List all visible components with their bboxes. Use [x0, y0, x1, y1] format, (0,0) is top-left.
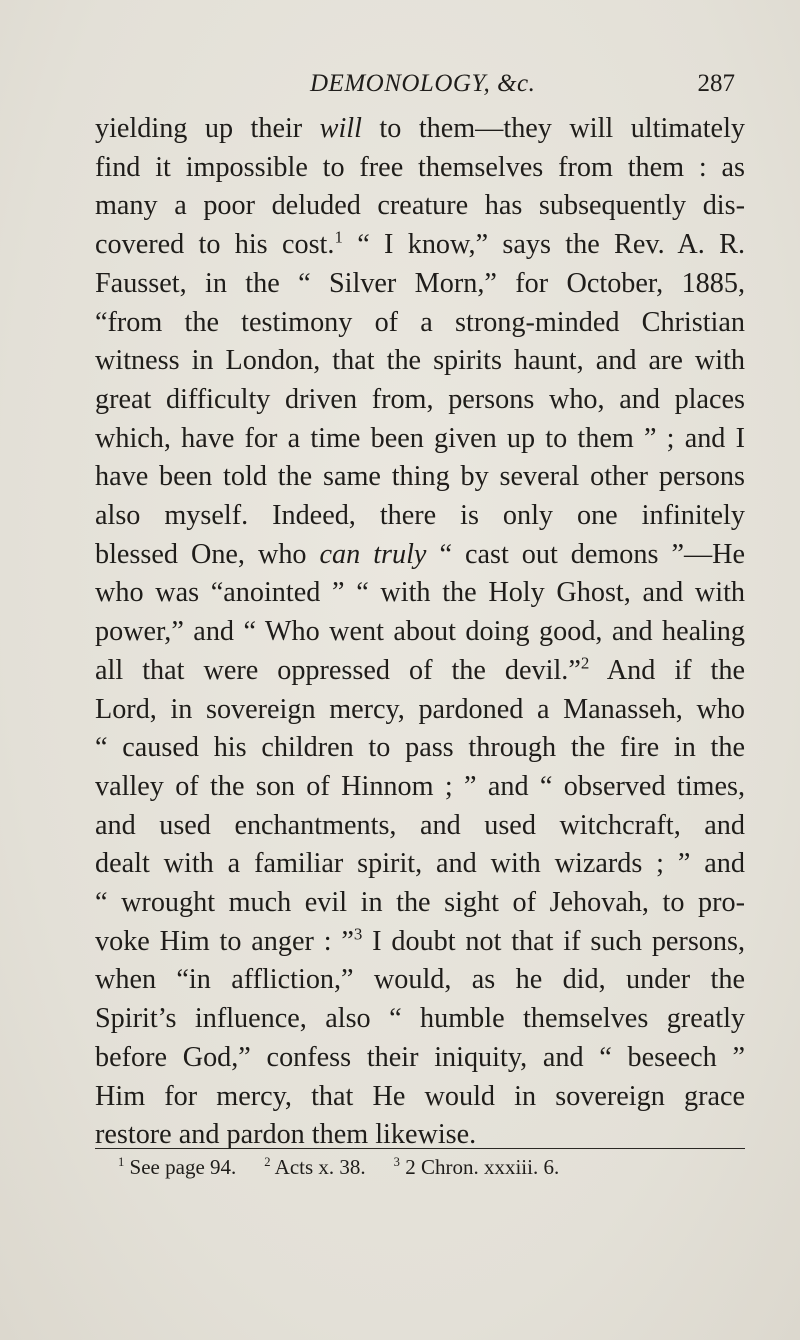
text-run: who was “anointed ” “ with the Holy Ghost, and with: [95, 577, 745, 609]
running-head-title: [310, 70, 535, 98]
text-run: all that were oppressed of the devil.”: [95, 654, 581, 686]
emphasis-text: can truly: [319, 538, 427, 570]
footnote-number: 3: [393, 1155, 400, 1169]
text-line: [95, 497, 745, 536]
text-run: And if the: [589, 654, 745, 686]
footnote-text: 2 Chron. xxxiii. 6.: [399, 1155, 560, 1179]
text-run: Lord, in sovereign mercy, pardoned a Manasseh, who: [95, 693, 745, 725]
text-run: before God,” confess their iniquity, and “ beseech ”: [95, 1041, 745, 1073]
text-line: [95, 110, 745, 149]
text-run: Fausset, in the “ Silver Morn,” for October, 1885,: [95, 267, 745, 299]
text-run: great difficulty driven from, persons who, and places: [95, 383, 745, 415]
running-head-title-main: DEMONOLOGY,: [310, 70, 491, 97]
text-run: have been told the same thing by several other persons: [95, 461, 745, 493]
footnote-rule: [95, 1148, 745, 1149]
footnote-text: Acts x. 38.: [270, 1155, 366, 1179]
footnote: [264, 1152, 365, 1182]
text-run: covered to his cost.: [95, 229, 335, 261]
text-run: power,” and “ Who went about doing good, and healing: [95, 616, 745, 648]
text-line: [95, 1000, 745, 1039]
footnote-marker: 1: [334, 227, 343, 247]
text-run: and used enchantments, and used witchcraft, and: [95, 809, 745, 841]
text-run: witness in London, that the spirits haunt, and are with: [95, 345, 745, 377]
text-line: [95, 187, 745, 226]
footnote-text: See page 94.: [124, 1155, 237, 1179]
text-line: [95, 1116, 745, 1155]
text-run: “from the testimony of a strong-minded Christian: [95, 306, 745, 338]
footnote-number: 1: [118, 1155, 125, 1169]
text-run: blessed One, who: [95, 538, 320, 570]
page-number: 287: [697, 70, 735, 97]
running-head: [95, 70, 735, 104]
text-line: [95, 265, 745, 304]
text-run: I doubt not that if such persons,: [362, 925, 745, 957]
text-line: [95, 1039, 745, 1078]
text-line: [95, 458, 745, 497]
text-run: “ I know,” says the Rev. A. R.: [342, 229, 745, 261]
footnote-number: 2: [264, 1155, 271, 1169]
text-line: [95, 845, 745, 884]
text-run: to them—they will ultimately: [361, 113, 745, 144]
text-run: “ wrought much evil in the sight of Jehovah, to pro-: [95, 887, 745, 919]
footnote-marker: 2: [580, 653, 590, 673]
text-run: which, have for a time been given up to them ” ; and I: [95, 422, 745, 454]
text-run: yielding up their: [95, 113, 320, 144]
text-line: [95, 381, 745, 420]
text-line: [95, 226, 745, 265]
text-run: dealt with a familiar spirit, and with wizards ; ” and: [95, 848, 745, 880]
text-line: [95, 768, 745, 807]
text-line: [95, 420, 745, 459]
text-run: voke Him to anger : ”: [95, 925, 354, 957]
text-run: Him for mercy, that He would in sovereign grace: [95, 1080, 745, 1112]
text-line: [95, 1078, 745, 1117]
text-line: [95, 652, 745, 691]
text-line: [95, 342, 745, 381]
text-run: when “in affliction,” would, as he did, under the: [95, 964, 745, 996]
footnote: [118, 1152, 236, 1182]
running-head-title-tail: &c.: [497, 70, 536, 97]
text-run: “ cast out demons ”—He: [426, 538, 746, 570]
text-line: [95, 613, 745, 652]
text-run: many a poor deluded creature has subsequently dis-: [95, 190, 745, 222]
text-line: [95, 729, 745, 768]
text-run: Spirit’s influence, also “ humble themselves greatly: [95, 1003, 745, 1035]
text-line: [95, 574, 745, 613]
text-line: [95, 961, 745, 1000]
text-run: find it impossible to free themselves from them : as: [95, 151, 745, 183]
footnotes: [118, 1152, 738, 1182]
emphasis-text: will: [319, 113, 362, 144]
text-run: also myself. Indeed, there is only one infinitely: [95, 500, 745, 532]
text-run: restore and pardon them likewise.: [95, 1119, 477, 1151]
text-line: [95, 691, 745, 730]
text-line: [95, 807, 745, 846]
text-line: [95, 536, 745, 575]
text-line: [95, 149, 745, 188]
text-run: “ caused his children to pass through the fire in the: [95, 732, 745, 764]
text-line: [95, 304, 745, 343]
text-run: valley of the son of Hinnom ; ” and “ observed times,: [95, 770, 745, 802]
text-line: [95, 923, 745, 962]
footnote: [394, 1152, 560, 1182]
text-line: [95, 884, 745, 923]
body-paragraph: [95, 110, 745, 1155]
footnote-marker: 3: [353, 924, 363, 944]
